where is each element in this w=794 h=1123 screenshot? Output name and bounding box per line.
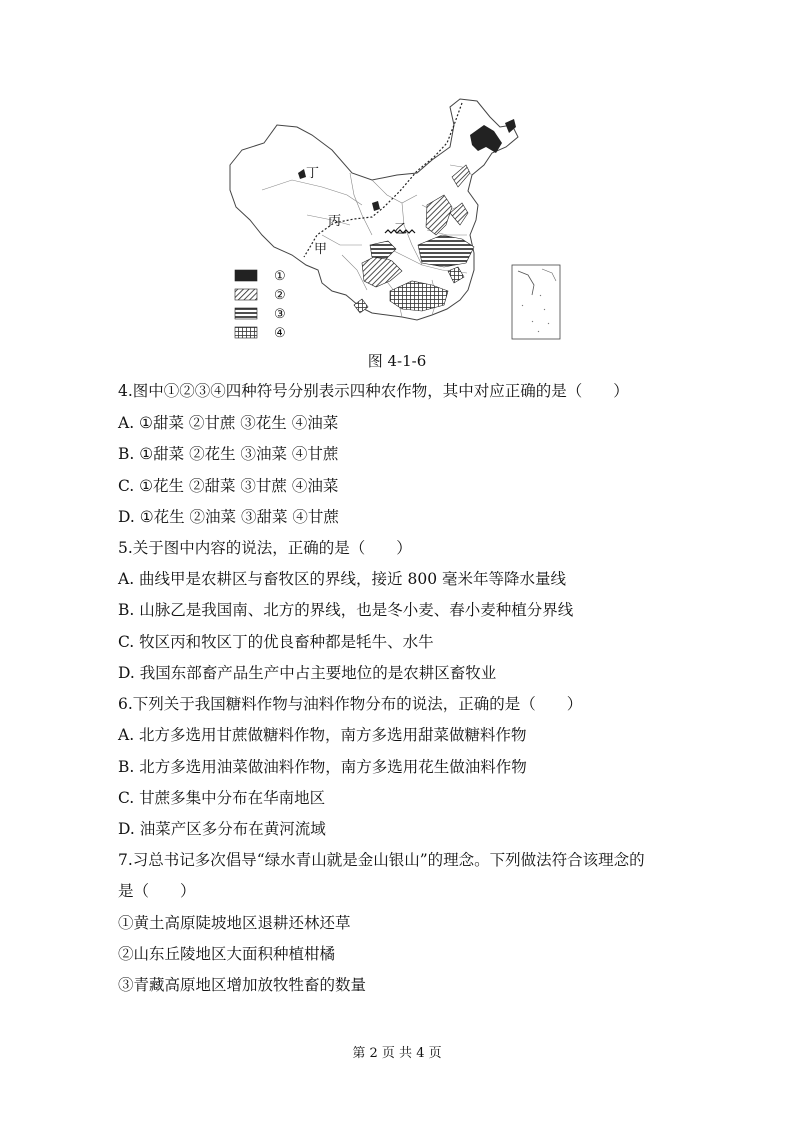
china-crop-map xyxy=(222,95,572,345)
map-label-bing: 丙 xyxy=(328,214,342,229)
question-6-option-c: C. 甘蔗多集中分布在华南地区 xyxy=(118,789,326,807)
map-label-jia: 甲 xyxy=(314,242,328,257)
legend-label-4: ④ xyxy=(274,326,286,341)
question-5-option-b: B. 山脉乙是我国南、北方的界线，也是冬小麦、春小麦种植分界线 xyxy=(118,601,574,619)
question-5-stem: 5.关于图中内容的说法，正确的是（ ） xyxy=(118,539,412,557)
question-7-item-1: ①黄土高原陡坡地区退耕还林还草 xyxy=(118,914,351,932)
question-7-item-3: ③青藏高原地区增加放牧牲畜的数量 xyxy=(118,976,367,994)
legend-label-2: ② xyxy=(274,288,286,303)
question-7-stem-line1: 7.习总书记多次倡导“绿水青山就是金山银山”的理念。下列做法符合该理念的 xyxy=(118,851,645,869)
question-7-item-2: ②山东丘陵地区大面积种植柑橘 xyxy=(118,945,336,963)
south-china-sea-inset xyxy=(512,265,560,339)
page-footer: 第 2 页 共 4 页 xyxy=(352,1046,442,1061)
question-4-option-c: C. ①花生 ②甜菜 ③甘蔗 ④油菜 xyxy=(118,477,339,495)
map-legend xyxy=(235,269,286,341)
question-7-stem-line2: 是（ ） xyxy=(118,882,196,900)
map-label-ding: 丁 xyxy=(306,166,320,181)
question-5-option-a: A. 曲线甲是农耕区与畜牧区的界线，接近 800 毫米年等降水量线 xyxy=(118,570,566,588)
question-6-option-a: A. 北方多选用甘蔗做糖料作物，南方多选用甜菜做糖料作物 xyxy=(118,726,527,744)
question-6-stem: 6.下列关于我国糖料作物与油料作物分布的说法，正确的是（ ） xyxy=(118,695,583,713)
question-4-option-b: B. ①甜菜 ②花生 ③油菜 ④甘蔗 xyxy=(118,445,339,463)
question-4-stem: 4.图中①②③④四种符号分别表示四种农作物，其中对应正确的是（ ） xyxy=(118,382,629,400)
question-4-option-d: D. ①花生 ②油菜 ③甜菜 ④甘蔗 xyxy=(118,508,339,526)
question-6-option-d: D. 油菜产区多分布在黄河流域 xyxy=(118,820,326,838)
map-label-yi: 乙 xyxy=(394,222,408,237)
question-4-option-a: A. ①甜菜 ②甘蔗 ③花生 ④油菜 xyxy=(118,414,339,432)
question-6-option-b: B. 北方多选用油菜做油料作物，南方多选用花生做油料作物 xyxy=(118,758,527,776)
question-5-option-d: D. 我国东部畜产品生产中占主要地位的是农耕区畜牧业 xyxy=(118,664,497,682)
legend-label-1: ① xyxy=(274,269,286,284)
legend-label-3: ③ xyxy=(274,307,286,322)
question-5-option-c: C. 牧区丙和牧区丁的优良畜种都是牦牛、水牛 xyxy=(118,633,434,651)
figure-caption: 图 4-1-6 xyxy=(367,352,427,370)
